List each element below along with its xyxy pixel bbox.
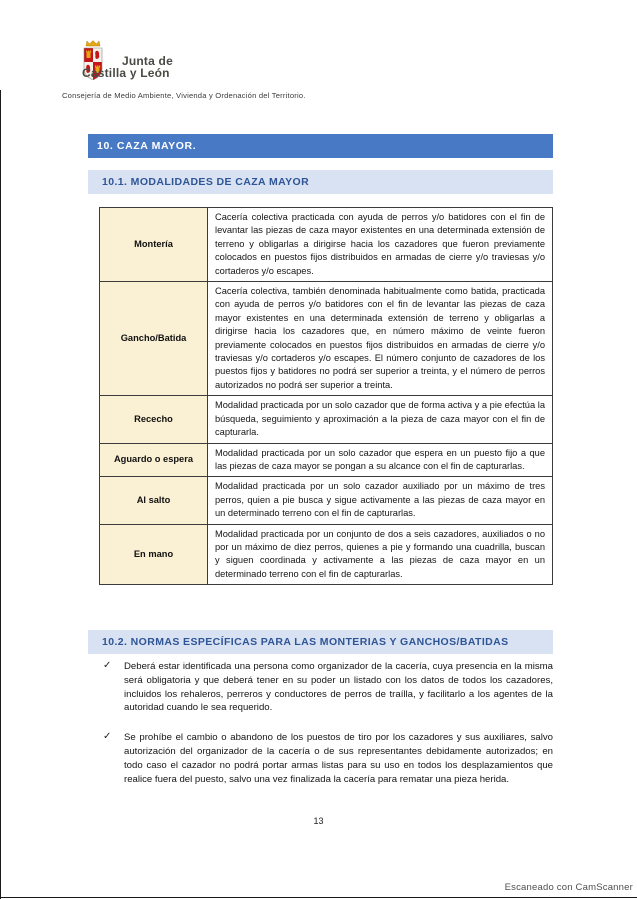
table-row [100,396,553,443]
modality-label: Aguardo o espera [100,443,208,477]
modality-description: Cacería colectiva practicada con ayuda de perros y/o batidores con el fin de levantar las piezas de caza mayor existentes en una determinada extensión de terreno y obligarlas a dirigirse hacia los cazadores que fueron previamente colocados en puestos fijos distribuidos en armadas de cierre y/o traviesas y/o cortaderos y/o escapes. [208,208,553,282]
table-row [100,282,553,396]
modality-label: Rececho [100,396,208,443]
modality-description: Modalidad practicada por un solo cazador que de forma activa y a pie efectúa la búsqueda, seguimiento y aproximación a la pieza de caza mayor con el fin de capturarla. [208,396,553,443]
rule-text: Se prohíbe el cambio o abandono de los puestos de tiro por los cazadores y sus auxiliares, salvo autorización del organizador de la cacería o de sus representantes debidamente autorizados; en todo caso el cazador no podrá portar armas listas para su uso en todos los desplazamientos que realice fuera del puesto, salvo una vez finalizada la cacería para rematar una pieza herida. [124,732,553,785]
rule-text: Deberá estar identificada una persona como organizador de la cacería, cuya presencia en la misma será obligatoria y que deberá tener en su poder un listado con los datos de todos los cazadores, incluidos los rehaleros, perreros y conductores de perros de traílla, y facilitarlo a los agentes de la autoridad cuando le sea requerido. [124,661,553,714]
modality-label: Montería [100,208,208,282]
page-number: 13 [313,816,324,826]
modality-description: Modalidad practicada por un solo cazador que espera en un puesto fijo a que las piezas de caza mayor se pongan a su alcance con el fin de capturarlas. [208,443,553,477]
camscanner-watermark: Escaneado con CamScanner [504,882,633,893]
modality-label: Al salto [100,477,208,524]
department-subtitle: Consejería de Medio Ambiente, Vivienda y Ordenación del Territorio. [62,91,306,100]
modalidades-table [99,207,553,585]
logo-text-line1: Junta de [122,53,173,68]
table-row [100,524,553,585]
list-item [103,660,553,715]
list-item [103,731,553,786]
table-row [100,477,553,524]
modality-label: Gancho/Batida [100,282,208,396]
modality-description: Cacería colectiva, también denominada habitualmente como batida, practicada con ayuda de perros y/o batidores con el fin de levantar las piezas de caza mayor existentes en una determinada extensión de terreno y obligarlas a dirigirse hacia los cazadores que, en número máximo de veinte fueron previamente colocados en puestos fijos distribuidos en armadas de cierre y/o traviesas y/o cortaderos y/o escapes. El número conjunto de cazadores de los puestos fijos y batidores no podrá ser superior a treinta, y el número de perros autorizados no podrá ser superior a treinta. [208,282,553,396]
logo-text-line2: Castilla y León [82,66,170,81]
section-heading-caza-mayor: 10. CAZA MAYOR. [88,134,553,158]
junta-logo [62,40,482,80]
modality-description: Modalidad practicada por un conjunto de dos a seis cazadores, auxiliados o no por un máximo de diez perros, quienes a pie y formando una cuadrilla, buscan y siguen coordinada y activamente a las piezas de caza mayor en un determinado terreno con el fin de capturarlas. [208,524,553,585]
checkmark-icon: ✓ [103,660,112,671]
modality-label: En mano [100,524,208,585]
checkmark-icon: ✓ [103,731,112,743]
table-row [100,443,553,477]
section-heading-modalidades: 10.1. MODALIDADES DE CAZA MAYOR [88,170,553,194]
table-row [100,208,553,282]
rules-list [103,660,553,802]
section-heading-normas: 10.2. NORMAS ESPECÍFICAS PARA LAS MONTERIAS Y GANCHOS/BATIDAS [88,630,553,654]
modality-description: Modalidad practicada por un solo cazador auxiliado por un máximo de tres perros, quien a pie busca y sigue activamente a las piezas de caza mayor en un determinado terreno con el fin de capturarlas. [208,477,553,524]
scan-edge-left [0,90,1,899]
scan-edge-bottom [0,897,637,898]
